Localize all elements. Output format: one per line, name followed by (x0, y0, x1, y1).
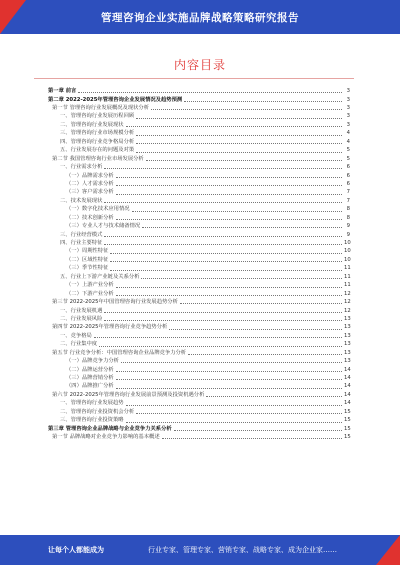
toc-leader-dots (104, 320, 342, 321)
toc-entry-page: 3 (346, 113, 350, 120)
toc-leader-dots (126, 422, 342, 423)
toc-entry-title: （三）客户需求分析 (66, 189, 114, 196)
toc-entry-page: 13 (344, 349, 351, 356)
toc-leader-dots (169, 329, 342, 330)
toc-entry[interactable] (48, 348, 350, 356)
toc-entry-title: （三）专业人才与技术储备情况 (66, 223, 141, 230)
toc-leader-dots (104, 312, 342, 313)
toc-entry-page: 10 (344, 256, 351, 263)
toc-leader-dots (116, 295, 342, 296)
toc-entry-title: 第一节 品牌战略对企业竞争力影响的基本概述 (52, 434, 160, 441)
toc-entry[interactable] (48, 162, 350, 170)
document-title: 管理咨询企业实施品牌战略策略研究报告 (101, 12, 299, 24)
toc-entry[interactable] (48, 187, 350, 195)
toc-heading: 内容目录 (173, 58, 226, 72)
toc-entry-page: 12 (344, 299, 351, 306)
toc-entry[interactable] (48, 255, 350, 263)
toc-entry[interactable] (48, 263, 350, 271)
toc-leader-dots (126, 126, 342, 127)
toc-leader-dots (146, 160, 342, 161)
toc-entry-page: 7 (346, 197, 350, 204)
toc-entry[interactable] (48, 424, 350, 432)
toc-entry[interactable] (48, 229, 350, 237)
toc-leader-dots (116, 185, 342, 186)
toc-entry-title: 二、行业发展风险 (60, 315, 103, 322)
toc-entry-title: 第二章 2022-2025年管理咨询企业发展情况及趋势预测 (48, 96, 183, 103)
toc-leader-dots (116, 177, 342, 178)
toc-entry-title: 第六节 2022-2025年管理咨询行业发展前景预测及投资机遇分析 (52, 391, 205, 398)
toc-entry[interactable] (48, 305, 350, 313)
toc-entry-title: 一、管理咨询行业发展趋势 (60, 400, 124, 407)
toc-leader-dots (142, 227, 342, 228)
toc-entry-title: （二）下游产业分析 (66, 290, 114, 297)
toc-entry[interactable] (48, 128, 350, 136)
toc-entry-title: 四、管理咨询行业竞争格局分析 (60, 138, 135, 145)
toc-entry[interactable] (48, 154, 350, 162)
table-of-contents (48, 86, 350, 440)
toc-leader-dots (104, 244, 342, 245)
toc-leader-dots (116, 371, 342, 372)
toc-entry-page: 10 (344, 240, 351, 247)
toc-entry-title: 三、管理咨询行业市场规模分析 (60, 130, 135, 137)
toc-leader-dots (104, 168, 342, 169)
toc-leader-dots (132, 211, 342, 212)
toc-entry[interactable] (48, 415, 350, 423)
toc-entry[interactable] (48, 272, 350, 280)
toc-entry[interactable] (48, 196, 350, 204)
toc-entry[interactable] (48, 364, 350, 372)
toc-leader-dots (184, 101, 342, 102)
toc-entry[interactable] (48, 280, 350, 288)
toc-entry-page: 6 (346, 180, 350, 187)
toc-entry-title: （二）技术创新分析 (66, 214, 114, 221)
toc-entry[interactable] (48, 94, 350, 102)
toc-entry[interactable] (48, 356, 350, 364)
toc-entry-page: 4 (346, 138, 350, 145)
toc-leader-dots (151, 109, 342, 110)
toc-entry-title: 五、行业上下游产业链及关系分析 (60, 273, 140, 280)
toc-leader-dots (136, 135, 342, 136)
toc-leader-dots (126, 405, 342, 406)
toc-entry-page: 9 (346, 223, 350, 230)
toc-entry[interactable] (48, 137, 350, 145)
toc-leader-dots (104, 236, 342, 237)
toc-entry-title: （三）季节性特征 (66, 265, 109, 272)
toc-entry-title: （二）人才需求分析 (66, 180, 114, 187)
toc-leader-dots (104, 202, 342, 203)
toc-entry[interactable] (48, 170, 350, 178)
toc-entry-page: 12 (344, 290, 351, 297)
toc-leader-dots (99, 346, 342, 347)
toc-entry[interactable] (48, 86, 350, 94)
toc-leader-dots (116, 194, 342, 195)
toc-leader-dots (78, 92, 342, 93)
toc-entry[interactable] (48, 289, 350, 297)
toc-entry-page: 15 (344, 425, 351, 432)
toc-entry[interactable] (48, 145, 350, 153)
toc-entry-page: 14 (344, 400, 351, 407)
toc-entry[interactable] (48, 373, 350, 381)
toc-entry-title: 第四节 2022-2025年管理咨询行业竞争趋势分析 (52, 324, 168, 331)
toc-entry-title: 一、管理咨询行业发展历程回顾 (60, 113, 135, 120)
toc-leader-dots (188, 354, 342, 355)
toc-leader-dots (110, 270, 342, 271)
toc-leader-dots (136, 118, 342, 119)
toc-entry-page: 13 (344, 341, 351, 348)
toc-entry-page: 14 (344, 366, 351, 373)
toc-leader-dots (136, 152, 342, 153)
toc-entry-page: 12 (344, 307, 351, 314)
toc-entry-page: 6 (346, 172, 350, 179)
toc-entry-title: 第一节 管理咨询行业发展概况及现状分析 (52, 105, 150, 112)
toc-leader-dots (141, 278, 342, 279)
toc-entry-title: （一）数字化技术应用情况 (66, 206, 130, 213)
toc-entry-title: 一、行业发展机遇 (60, 307, 103, 314)
toc-entry-title: （三）品牌营销分析 (66, 375, 114, 382)
toc-entry[interactable] (48, 103, 350, 111)
toc-leader-dots (116, 287, 342, 288)
toc-entry-page: 11 (344, 265, 351, 272)
toc-entry-title: 一、行业需求分析 (60, 164, 103, 171)
toc-entry-page: 15 (344, 408, 351, 415)
toc-entry[interactable] (48, 314, 350, 322)
toc-entry-title: 二、管理咨询行业发展现状 (60, 121, 124, 128)
toc-leader-dots (174, 430, 342, 431)
toc-entry-page: 9 (346, 231, 350, 238)
toc-entry-title: （一）品牌竞争力分析 (66, 358, 119, 365)
toc-leader-dots (110, 261, 342, 262)
toc-entry[interactable] (48, 432, 350, 440)
toc-entry[interactable] (48, 398, 350, 406)
toc-entry-page: 11 (344, 282, 351, 289)
toc-entry-title: 三、管理咨询行业投资策略 (60, 417, 124, 424)
toc-entry-title: （一）品牌需求分析 (66, 172, 114, 179)
toc-entry-title: 一、竞争格局 (60, 332, 92, 339)
toc-entry-title: （二）品牌运营分析 (66, 366, 114, 373)
footer-slogan-lead: 让每个人都能成为 (48, 546, 104, 554)
page-footer (0, 535, 400, 565)
toc-entry-title: 二、管理咨询行业投资机会分析 (60, 408, 135, 415)
page-header (0, 0, 400, 34)
toc-entry-title: 第五节 行业竞争分析：中国管理咨询企业品牌竞争力分析 (52, 349, 187, 356)
toc-entry-page: 10 (344, 248, 351, 255)
toc-leader-dots (116, 219, 342, 220)
toc-entry-page: 3 (346, 96, 350, 103)
footer-slogan-roles: 行业专家、管理专家、营销专家、战略专家、成为企业家…… (148, 546, 337, 554)
toc-entry-page: 15 (344, 417, 351, 424)
toc-entry[interactable] (48, 297, 350, 305)
toc-entry[interactable] (48, 331, 350, 339)
toc-entry-page: 7 (346, 189, 350, 196)
toc-entry-page: 8 (346, 214, 350, 221)
toc-divider (34, 78, 354, 79)
toc-entry[interactable] (48, 179, 350, 187)
toc-entry[interactable] (48, 204, 350, 212)
footer-red-corner (376, 535, 400, 565)
toc-leader-dots (136, 413, 342, 414)
toc-entry[interactable] (48, 339, 350, 347)
toc-entry-title: （二）区域性特征 (66, 256, 109, 263)
toc-entry-page: 4 (346, 130, 350, 137)
toc-entry-page: 3 (346, 121, 350, 128)
toc-entry-title: （一）周期性特征 (66, 248, 109, 255)
toc-entry-page: 5 (346, 155, 350, 162)
toc-entry[interactable] (48, 238, 350, 246)
toc-entry-title: （一）上游产业分析 (66, 282, 114, 289)
toc-entry-page: 13 (344, 358, 351, 365)
toc-leader-dots (180, 303, 342, 304)
toc-entry-title: 第三节 2022-2025年中国管理咨询行业发展趋势分析 (52, 299, 178, 306)
toc-leader-dots (94, 337, 342, 338)
toc-entry-page: 8 (346, 206, 350, 213)
toc-entry-page: 5 (346, 147, 350, 154)
toc-leader-dots (162, 438, 342, 439)
toc-leader-dots (110, 253, 342, 254)
toc-entry-title: 第二节 我国管理咨询行业市场发展分析 (52, 155, 144, 162)
toc-entry-page: 11 (344, 273, 351, 280)
toc-entry-page: 3 (346, 105, 350, 112)
toc-entry[interactable] (48, 390, 350, 398)
toc-entry-page: 14 (344, 383, 351, 390)
toc-entry-title: 五、行业发展存在的问题及对策 (60, 147, 135, 154)
toc-leader-dots (116, 388, 342, 389)
toc-entry-page: 14 (344, 391, 351, 398)
toc-leader-dots (136, 143, 342, 144)
toc-entry-title: 二、行业集中度 (60, 341, 98, 348)
toc-entry-title: 第三章 管理咨询企业品牌战略与企业竞争力关系分析 (48, 425, 172, 432)
toc-entry-page: 3 (346, 88, 350, 95)
toc-leader-dots (121, 362, 342, 363)
toc-entry-title: （四）品牌推广分析 (66, 383, 114, 390)
toc-entry-page: 13 (344, 315, 351, 322)
toc-entry[interactable] (48, 213, 350, 221)
toc-entry-title: 四、行业主要特征 (60, 240, 103, 247)
toc-entry[interactable] (48, 322, 350, 330)
toc-entry-page: 14 (344, 375, 351, 382)
toc-entry[interactable] (48, 111, 350, 119)
toc-entry[interactable] (48, 246, 350, 254)
toc-leader-dots (206, 396, 342, 397)
toc-entry-page: 15 (344, 434, 351, 441)
toc-entry-page: 13 (344, 332, 351, 339)
toc-entry-title: 第一章 前言 (48, 88, 77, 95)
toc-entry-page: 6 (346, 164, 350, 171)
toc-entry[interactable] (48, 221, 350, 229)
toc-leader-dots (116, 379, 342, 380)
toc-entry[interactable] (48, 381, 350, 389)
toc-entry[interactable] (48, 120, 350, 128)
toc-entry-page: 13 (344, 324, 351, 331)
toc-entry-title: 三、行业经营模式 (60, 231, 103, 238)
toc-entry-title: 二、技术发展现状 (60, 197, 103, 204)
toc-entry[interactable] (48, 407, 350, 415)
